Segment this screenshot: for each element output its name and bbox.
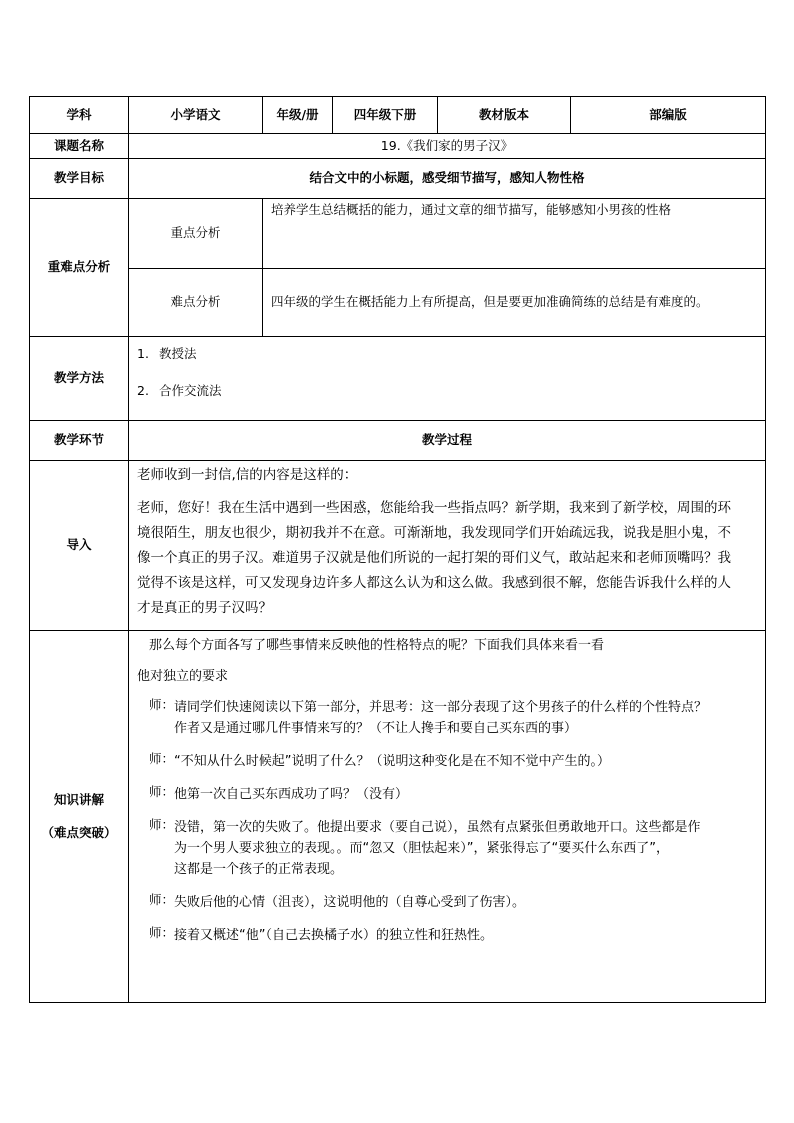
qa-text — [174, 925, 759, 946]
key-analysis-value: 培养学生总结概括的能力，通过文章的细节描写，能够感知小男孩的性格 — [263, 199, 766, 269]
qa-line: 作者又是通过哪几件事情来写的？（不让人搀手和要自己买东西的事） — [174, 721, 578, 736]
methods-label: 教学方法 — [30, 337, 129, 421]
intro-content — [129, 461, 766, 631]
speaker: 师： — [149, 892, 175, 907]
intro-row — [30, 461, 766, 631]
qa-text — [174, 697, 759, 739]
qa-text — [174, 817, 759, 880]
difficult-analysis-row — [30, 269, 766, 337]
subject-value: 小学语文 — [129, 97, 263, 134]
qa-text — [174, 892, 759, 913]
lecture-content — [129, 631, 766, 1003]
qa-text — [174, 751, 759, 772]
goal-label: 教学目标 — [30, 159, 129, 199]
speaker: 师： — [149, 784, 175, 799]
methods-row — [30, 337, 766, 421]
qa-line: 没错，第一次的失败了。他提出要求（要自己说），虽然有点紧张但勇敢地开口。这些都是作 — [174, 820, 701, 835]
lecture-sublabel: （难点突破） — [41, 824, 117, 840]
process-label: 教学过程 — [129, 421, 766, 461]
intro-label: 导入 — [30, 461, 129, 631]
qa-item-3 — [129, 784, 765, 805]
intro-letter-line-4: 觉得不该是这样，可又发现身边许多人都这么认为和这么做。我感到很不解，您能告诉我什么样的人 — [137, 575, 731, 591]
method-item-2 — [129, 378, 765, 403]
lecture-line-1: 那么每个方面各写了哪些事情来反映他的性格特点的呢？下面我们具体来看一看 — [149, 638, 605, 653]
speaker: 师： — [149, 925, 175, 940]
lesson-label: 课题名称 — [30, 134, 129, 159]
analysis-label: 重难点分析 — [30, 199, 129, 337]
grade-value: 四年级下册 — [333, 97, 438, 134]
intro-letter-line-3: 像一个真正的男子汉。难道男子汉就是他们所说的一起打架的哥们义气，敢站起来和老师顶嘴吗？我 — [137, 550, 731, 566]
qa-line: 为一个男人要求独立的表现。。而“忽又（胆怯起来）”，紧张得忘了“要买什么东西了”， — [174, 841, 669, 856]
qa-line: 他第一次自己买东西成功了吗？（没有） — [174, 787, 409, 802]
intro-paragraph-1: 老师收到一封信,信的内容是这样的： — [137, 467, 358, 483]
stage-label: 教学环节 — [30, 421, 129, 461]
qa-line: 接着又概述“他”（自己去换橘子水）的独立性和狂热性。 — [174, 928, 493, 943]
grade-label: 年级/册 — [263, 97, 333, 134]
method-num: 1. — [137, 346, 149, 361]
edition-label: 教材版本 — [438, 97, 571, 134]
method-text: 教授法 — [159, 346, 197, 361]
qa-item-1 — [129, 697, 765, 739]
methods-list — [129, 337, 766, 421]
speaker: 师： — [149, 817, 175, 832]
qa-text — [174, 784, 759, 805]
qa-line: “不知从什么时候起”说明了什么？（说明这种变化是在不知不觉中产生的。） — [174, 754, 610, 769]
lecture-label: 知识讲解 — [53, 792, 104, 808]
lesson-title: 19.《我们家的男子汉》 — [129, 134, 766, 159]
qa-item-4 — [129, 817, 765, 880]
difficult-analysis-value: 四年级的学生在概括能力上有所提高，但是要更加准确简练的总结是有难度的。 — [263, 269, 766, 337]
lecture-row — [30, 631, 766, 1003]
qa-item-5 — [129, 892, 765, 913]
method-num: 2. — [137, 383, 149, 398]
process-header-row — [30, 421, 766, 461]
lecture-line-2: 他对独立的要求 — [137, 669, 229, 684]
key-analysis-row — [30, 199, 766, 269]
speaker: 师： — [149, 751, 175, 766]
qa-line: 这都是一个孩子的正常表现。 — [174, 862, 344, 877]
goal-value: 结合文中的小标题，感受细节描写，感知人物性格 — [129, 159, 766, 199]
intro-letter-line-1: 老师，您好！我在生活中遇到一些困惑，您能给我一些指点吗？新学期，我来到了新学校，周围的环 — [137, 500, 731, 516]
method-item-1 — [129, 341, 765, 366]
difficult-analysis-label: 难点分析 — [129, 269, 263, 337]
lesson-row — [30, 134, 766, 159]
goal-row — [30, 159, 766, 199]
key-analysis-label: 重点分析 — [129, 199, 263, 269]
qa-item-6 — [129, 925, 765, 946]
lesson-plan-table — [29, 96, 766, 1003]
qa-line: 失败后他的心情（沮丧），这说明他的（自尊心受到了伤害）。 — [174, 895, 526, 910]
qa-line: 请同学们快速阅读以下第一部分，并思考：这一部分表现了这个男孩子的什么样的个性特点？ — [174, 700, 708, 715]
qa-item-2 — [129, 751, 765, 772]
subject-label: 学科 — [30, 97, 129, 134]
speaker: 师： — [149, 697, 175, 712]
intro-letter-line-5: 才是真正的男子汉吗？ — [137, 600, 272, 616]
lecture-label-cell — [30, 631, 129, 1003]
header-row — [30, 97, 766, 134]
edition-value: 部编版 — [571, 97, 766, 134]
intro-letter-line-2: 境很陌生，朋友也很少，期初我并不在意。可渐渐地，我发现同学们开始疏远我，说我是胆小鬼，不 — [137, 525, 731, 541]
method-text: 合作交流法 — [159, 383, 222, 398]
